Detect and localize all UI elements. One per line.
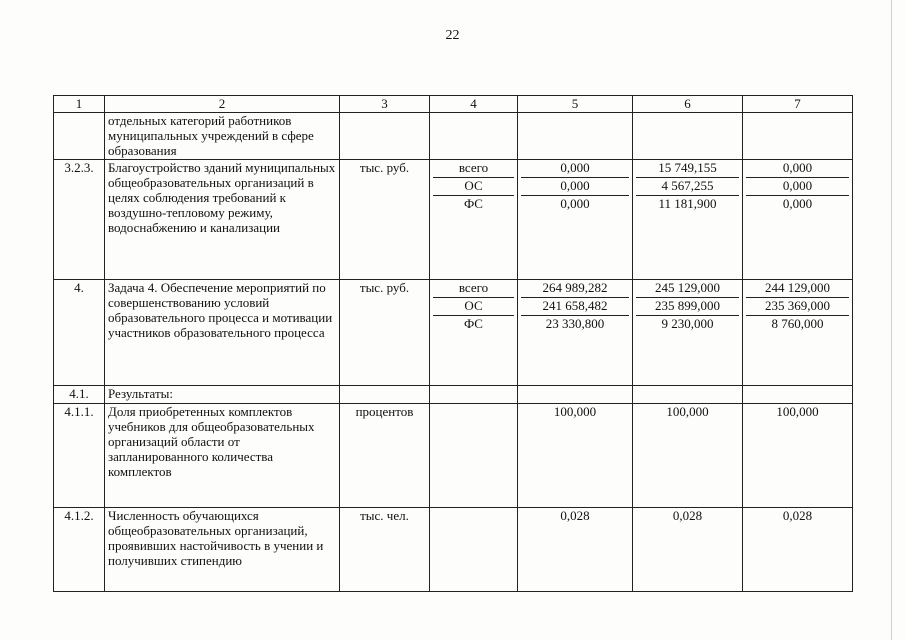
header-cell: 2 (105, 96, 340, 113)
value-cell: 0,000 (746, 178, 849, 196)
value-cell: 0,028 (633, 508, 743, 592)
value-cell: 0,028 (518, 508, 633, 592)
table-row (54, 386, 853, 404)
row-name: Задача 4. Обеспечение мероприятий по совершенствованию условий образовательного процесса и мотивации участников образовательного процесса (105, 280, 340, 386)
row-unit: тыс. чел. (340, 508, 430, 592)
table-row (54, 404, 853, 508)
value-cell: 264 989,282 (521, 280, 629, 298)
row-type-cell (430, 280, 518, 386)
row-col6-cell (633, 160, 743, 280)
value-cell: 244 129,000 (746, 280, 849, 298)
row-col5-cell (518, 160, 633, 280)
table-row (54, 280, 853, 386)
row-unit: тыс. руб. (340, 280, 430, 386)
value-cell: 241 658,482 (521, 298, 629, 316)
row-col5-cell (518, 280, 633, 386)
row-type-cell (430, 508, 518, 592)
funding-type: ФС (464, 196, 483, 211)
header-cell: 5 (518, 96, 633, 113)
row-col6-cell (633, 386, 743, 404)
table-row (54, 160, 853, 280)
value-cell: 11 181,900 (658, 196, 717, 211)
header-row (54, 96, 853, 113)
row-type-cell (430, 113, 518, 160)
row-name: Результаты: (105, 386, 340, 404)
row-col5-cell (518, 386, 633, 404)
value-cell: 9 230,000 (661, 316, 714, 331)
funding-type: всего (433, 160, 514, 178)
value-cell: 8 760,000 (771, 316, 824, 331)
value-cell: 100,000 (633, 404, 743, 508)
header-cell: 3 (340, 96, 430, 113)
funding-type: ОС (433, 298, 514, 316)
row-unit (340, 386, 430, 404)
header-cell: 6 (633, 96, 743, 113)
row-name: Численность обучающихся общеобразовательных организаций, проявивших настойчивость в учении и получивших стипендию (105, 508, 340, 592)
value-cell: 235 899,000 (636, 298, 739, 316)
value-cell: 0,028 (743, 508, 853, 592)
funding-type: ОС (433, 178, 514, 196)
row-col7-cell (743, 280, 853, 386)
value-cell: 0,000 (521, 178, 629, 196)
row-col7-cell (743, 113, 853, 160)
row-unit: процентов (340, 404, 430, 508)
row-type-cell (430, 160, 518, 280)
row-col7-cell (743, 160, 853, 280)
value-cell: 0,000 (746, 160, 849, 178)
row-col5-cell (518, 113, 633, 160)
value-cell: 245 129,000 (636, 280, 739, 298)
value-cell: 0,000 (560, 196, 590, 211)
header-cell: 7 (743, 96, 853, 113)
row-unit (340, 113, 430, 160)
value-cell: 15 749,155 (636, 160, 739, 178)
value-cell: 0,000 (521, 160, 629, 178)
value-cell: 235 369,000 (746, 298, 849, 316)
header-cell: 1 (54, 96, 105, 113)
value-cell: 100,000 (743, 404, 853, 508)
table-row (54, 113, 853, 160)
header-cell: 4 (430, 96, 518, 113)
row-name: Доля приобретенных комплектов учебников для общеобразовательных организаций области от запланированного количества комплектов (105, 404, 340, 508)
value-cell: 4 567,255 (636, 178, 739, 196)
value-cell: 0,000 (782, 196, 813, 211)
funding-type: ФС (464, 316, 483, 331)
row-col7-cell (743, 386, 853, 404)
row-number: 4.1.1. (54, 404, 105, 508)
row-number: 3.2.3. (54, 160, 105, 280)
row-number: 4.1.2. (54, 508, 105, 592)
row-name: Благоустройство зданий муниципальных общеобразовательных организаций в целях соблюдения требований к воздушно-тепловому режиму, водоснабжению и канализации (105, 160, 340, 280)
row-type-cell (430, 404, 518, 508)
row-number: 4. (54, 280, 105, 386)
row-unit: тыс. руб. (340, 160, 430, 280)
funding-type: всего (433, 280, 514, 298)
row-col6-cell (633, 113, 743, 160)
page-number: 22 (445, 28, 460, 43)
value-cell: 100,000 (518, 404, 633, 508)
row-number (54, 113, 105, 160)
row-name: отдельных категорий работников муниципальных учреждений в сфере образования (105, 113, 340, 160)
row-type-cell (430, 386, 518, 404)
value-cell: 23 330,800 (545, 316, 605, 331)
program-table (53, 95, 853, 592)
row-col6-cell (633, 280, 743, 386)
table-row (54, 508, 853, 592)
scan-edge-line (891, 0, 892, 640)
row-number: 4.1. (54, 386, 105, 404)
